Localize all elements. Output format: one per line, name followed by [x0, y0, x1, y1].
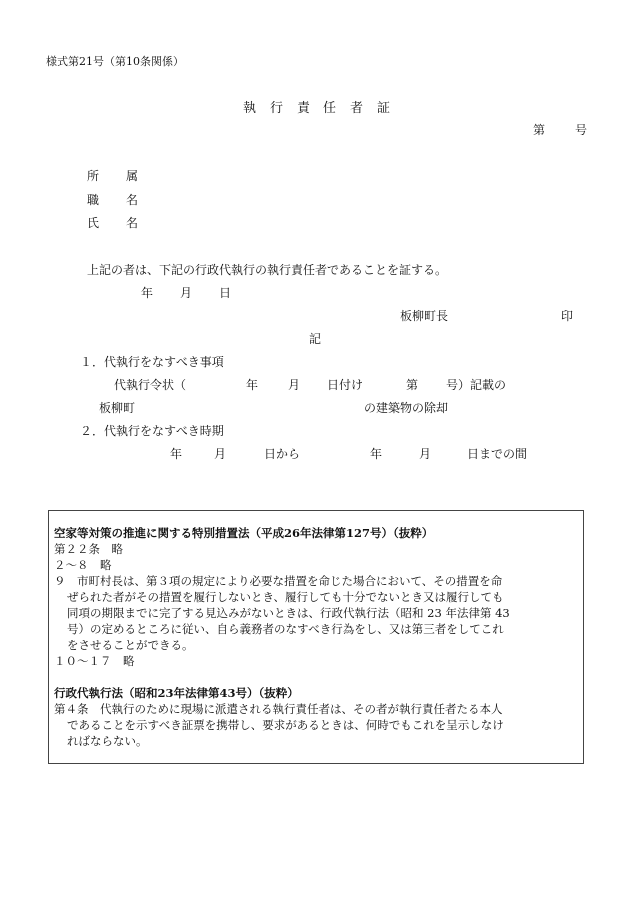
- date-month: 月: [180, 286, 193, 300]
- item2-text: 年: [170, 447, 183, 461]
- law2-title: 行政代執行法（昭和23年法律第43号）（抜粋）: [54, 686, 299, 700]
- item2-text: 年: [370, 447, 383, 461]
- certify-statement: 上記の者は、下記の行政代執行の執行責任者であることを証する。: [87, 263, 448, 277]
- field-label-char: 名: [126, 216, 139, 230]
- item2-text: 日までの間: [467, 447, 528, 461]
- seal-mark: 印: [561, 309, 574, 323]
- item1-text: 代執行令状（: [114, 378, 187, 392]
- item1-text: 日付け: [327, 378, 364, 392]
- title-char: 責: [297, 101, 311, 116]
- item1-text: 月: [288, 378, 301, 392]
- item1-text: 年: [246, 378, 259, 392]
- number-dai: 第: [533, 123, 546, 137]
- law1-paragraphs-10-17: １０～１７ 略: [54, 654, 135, 668]
- law1-paragraph-9-line: 号）の定めるところに従い、自ら義務者のなすべき行為をし、又は第三者をしてこれ: [67, 622, 504, 636]
- issuer: 板柳町長: [400, 309, 449, 323]
- law1-paragraph-9-line: ９ 市町村長は、第３項の規定により必要な措置を命じた場合において、その措置を命: [54, 574, 503, 588]
- law1-paragraphs-2-8: ２～８ 略: [54, 558, 112, 572]
- law1-paragraph-9-line: をさせることができる。: [67, 638, 194, 652]
- title-char: 者: [350, 101, 364, 116]
- item1-text: 号）記載の: [446, 378, 507, 392]
- title-char: 行: [270, 101, 284, 116]
- item2-text: 日から: [264, 447, 301, 461]
- field-label-char: 所: [87, 169, 100, 183]
- law2-article-4-line: であることを示すべき証票を携帯し、要求があるときは、何時でもこれを呈示しなけ: [67, 718, 504, 732]
- field-label-char: 名: [126, 193, 139, 207]
- item1-text: 板柳町: [99, 401, 136, 415]
- field-label-char: 属: [126, 169, 139, 183]
- date-day: 日: [219, 286, 232, 300]
- item1-text: 第: [406, 378, 419, 392]
- item2-text: 月: [419, 447, 432, 461]
- law1-paragraph-9-line: ぜられた者がその措置を履行しないとき、履行しても十分でないとき又は履行しても: [67, 590, 504, 604]
- ki-heading: 記: [309, 332, 322, 346]
- item2-heading: ２．代執行をなすべき時期: [80, 424, 224, 438]
- field-label-char: 氏: [87, 216, 100, 230]
- number-gou: 号: [575, 123, 588, 137]
- form-number: 様式第21号（第10条関係）: [46, 55, 184, 68]
- date-year: 年: [141, 286, 154, 300]
- law2-article-4-line: ればならない。: [67, 734, 148, 748]
- item1-heading: １．代執行をなすべき事項: [80, 355, 224, 369]
- title-char: 執: [243, 101, 257, 116]
- law1-paragraph-9-line: 同項の期限までに完了する見込みがないときは、行政代執行法（昭和 23 年法律第 43: [67, 606, 510, 620]
- item2-text: 月: [214, 447, 227, 461]
- item1-text: の建築物の除却: [364, 401, 449, 415]
- law1-title: 空家等対策の推進に関する特別措置法（平成26年法律第127号）（抜粋）: [54, 526, 434, 540]
- title-char: 任: [323, 101, 337, 116]
- field-label-char: 職: [87, 193, 100, 207]
- title-char: 証: [377, 101, 391, 116]
- law2-article-4-line: 第４条 代執行のために現場に派遣される執行責任者は、その者が執行責任者たる本人: [54, 702, 503, 716]
- law1-article-22: 第２２条 略: [54, 542, 123, 556]
- law-excerpt-box: [48, 510, 584, 764]
